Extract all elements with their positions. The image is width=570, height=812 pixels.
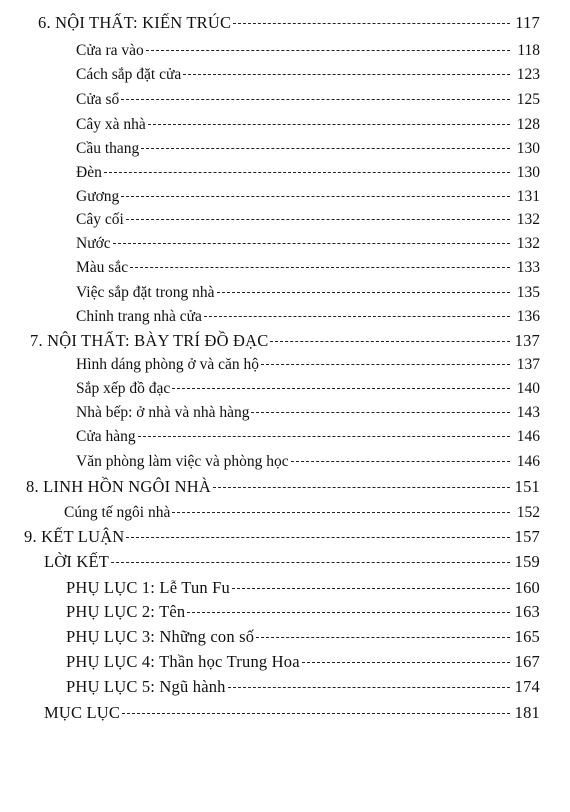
toc-entry-page-number: 167 (514, 652, 540, 671)
toc-entry (76, 451, 540, 473)
dot-leader (141, 147, 510, 149)
toc-entry-page-number: 123 (516, 66, 540, 83)
toc-entry-page-number: 130 (516, 140, 540, 157)
toc-entry-title: Màu sắc (76, 259, 129, 276)
toc-entry-title: PHỤ LỤC 1: Lễ Tun Fu (66, 578, 230, 597)
dot-leader (104, 171, 510, 173)
dot-leader (172, 511, 510, 513)
toc-entry-page-number: 130 (516, 164, 540, 181)
toc-entry (76, 354, 540, 376)
toc-entry (26, 476, 540, 498)
toc-entry-title: Cửa ra vào (76, 42, 144, 59)
toc-entry-title: PHỤ LỤC 5: Ngũ hành (66, 677, 226, 696)
toc-entry-title: Hình dáng phòng ở và căn hộ (76, 356, 259, 373)
toc-entry-title: PHỤ LỤC 4: Thần học Trung Hoa (66, 652, 300, 671)
dot-leader (146, 49, 510, 51)
toc-entry (76, 306, 540, 328)
toc-entry (66, 577, 540, 599)
toc-entry (30, 330, 540, 352)
dot-leader (270, 340, 510, 342)
toc-entry-title: 6. NỘI THẤT: KIẾN TRÚC (38, 13, 232, 32)
dot-leader (121, 195, 510, 197)
toc-entry-title: Văn phòng làm việc và phòng học (76, 453, 289, 470)
toc-entry-title: PHỤ LỤC 2: Tên (66, 602, 186, 621)
dot-leader (302, 661, 510, 663)
toc-entry-title: MỤC LỤC (44, 703, 121, 722)
toc-entry (44, 551, 540, 573)
toc-entry-page-number: 146 (516, 453, 540, 470)
dot-leader (130, 266, 510, 268)
toc-entry (24, 526, 540, 548)
dot-leader (113, 242, 510, 244)
dot-leader (148, 123, 510, 125)
dot-leader (183, 73, 510, 75)
toc-entry-title: Gương (76, 188, 120, 205)
toc-entry-page-number: 163 (514, 602, 540, 621)
toc-entry-title: Nhà bếp: ở nhà và nhà hàng (76, 404, 250, 421)
toc-entry-page-number: 125 (516, 91, 540, 108)
dot-leader (122, 712, 510, 714)
toc-entry-title: Cúng tế ngôi nhà (64, 504, 171, 521)
toc-entry (76, 89, 540, 111)
toc-entry-page-number: 137 (516, 356, 540, 373)
toc-entry (76, 162, 540, 184)
dot-leader (204, 315, 510, 317)
toc-entry (76, 426, 540, 448)
toc-entry (76, 402, 540, 424)
dot-leader (121, 98, 510, 100)
toc-entry-page-number: 143 (516, 404, 540, 421)
toc-entry-page-number: 136 (516, 308, 540, 325)
toc-entry-page-number: 118 (517, 42, 540, 59)
toc-entry (76, 378, 540, 400)
dot-leader (233, 22, 510, 24)
dot-leader (126, 218, 510, 220)
toc-entry-title: Cầu thang (76, 140, 140, 157)
dot-leader (138, 435, 510, 437)
toc-entry-title: 8. LINH HỒN NGÔI NHÀ (26, 477, 212, 496)
toc-entry-page-number: 146 (516, 428, 540, 445)
toc-entry-page-number: 152 (516, 504, 540, 521)
toc-entry (76, 282, 540, 304)
toc-entry-title: Sắp xếp đồ đạc (76, 380, 171, 397)
dot-leader (251, 411, 510, 413)
toc-entry-title: Cách sắp đặt cửa (76, 66, 182, 83)
toc-entry (76, 138, 540, 160)
toc-entry (76, 233, 540, 255)
toc-entry (76, 257, 540, 279)
toc-entry (76, 40, 540, 62)
toc-entry-title: LỜI KẾT (44, 552, 110, 571)
dot-leader (172, 387, 510, 389)
toc-entry-page-number: 174 (514, 677, 540, 696)
toc-entry-page-number: 137 (514, 331, 540, 350)
toc-entry-page-number: 181 (514, 703, 540, 722)
toc-entry-page-number: 151 (514, 477, 540, 496)
toc-entry-page-number: 131 (516, 188, 540, 205)
dot-leader (291, 460, 510, 462)
toc-entry (64, 502, 540, 524)
toc-entry-page-number: 132 (516, 211, 540, 228)
dot-leader (261, 363, 510, 365)
toc-entry-title: Nước (76, 235, 111, 252)
toc-entry (66, 601, 540, 623)
toc-entry-page-number: 132 (516, 235, 540, 252)
toc-entry (76, 114, 540, 136)
toc-entry (38, 12, 540, 34)
dot-leader (228, 686, 510, 688)
toc-entry-title: Chỉnh trang nhà cửa (76, 308, 202, 325)
toc-entry-page-number: 117 (515, 13, 540, 32)
dot-leader (111, 561, 510, 563)
toc-entry-title: Đèn (76, 164, 102, 181)
toc-entry-title: Cây cối (76, 211, 124, 228)
dot-leader (213, 486, 510, 488)
toc-entry-title: Cây xà nhà (76, 116, 146, 133)
toc-entry (66, 626, 540, 648)
dot-leader (187, 611, 510, 613)
toc-entry-page-number: 159 (514, 552, 540, 571)
toc-entry-title: Cửa sổ (76, 91, 120, 108)
toc-entry-title: PHỤ LỤC 3: Những con số (66, 627, 255, 646)
toc-entry (76, 186, 540, 208)
toc-entry-title: Cửa hàng (76, 428, 136, 445)
toc-entry-title: 9. KẾT LUẬN (24, 527, 125, 546)
toc-entry (66, 676, 540, 698)
toc-entry-page-number: 133 (516, 259, 540, 276)
toc-entry (76, 64, 540, 86)
toc-entry-page-number: 165 (514, 627, 540, 646)
toc-entry-title: Việc sắp đặt trong nhà (76, 284, 215, 301)
toc-entry (44, 702, 540, 724)
toc-entry-page-number: 157 (514, 527, 540, 546)
toc-entry (76, 209, 540, 231)
toc-entry (66, 651, 540, 673)
toc-entry-title: 7. NỘI THẤT: BÀY TRÍ ĐỒ ĐẠC (30, 331, 269, 350)
dot-leader (232, 587, 510, 589)
toc-entry-page-number: 160 (514, 578, 540, 597)
toc-entry-page-number: 135 (516, 284, 540, 301)
dot-leader (126, 536, 510, 538)
dot-leader (217, 291, 510, 293)
toc-entry-page-number: 128 (516, 116, 540, 133)
dot-leader (256, 636, 510, 638)
toc-entry-page-number: 140 (516, 380, 540, 397)
